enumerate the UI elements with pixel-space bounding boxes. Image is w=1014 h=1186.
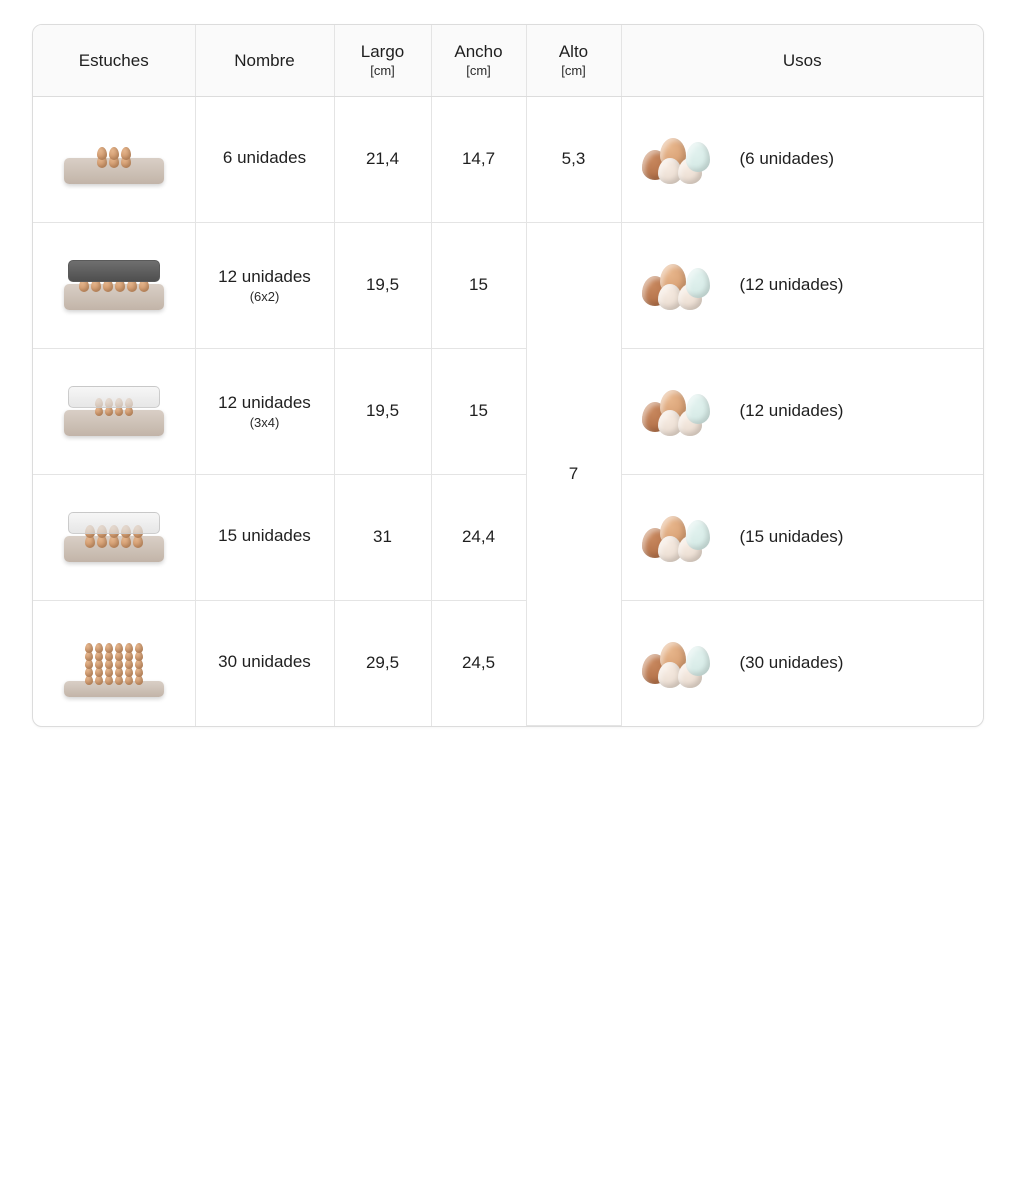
eggs-cluster-icon [642, 262, 714, 308]
table-row [33, 600, 983, 726]
column-header-nombre [195, 25, 334, 96]
eggs-cluster-icon [642, 136, 714, 182]
eggs-cluster-icon [642, 640, 714, 686]
ancho-cell: 15 [431, 222, 526, 348]
egg-carton-15-units-icon [60, 506, 168, 568]
table-row [33, 222, 983, 348]
name-label: 30 unidades [218, 652, 311, 672]
egg-carton-12-units-6x2-icon [60, 254, 168, 316]
name-cell [195, 348, 334, 474]
egg-tray-30-units-icon [60, 627, 168, 699]
column-header-alto [526, 25, 621, 96]
table-body [33, 96, 983, 726]
column-header-ancho-unit: [cm] [466, 63, 491, 79]
package-image-cell [33, 96, 195, 222]
column-header-alto-label: Alto [558, 42, 589, 61]
usos-cell [621, 474, 983, 600]
usos-label: (30 unidades) [739, 653, 844, 672]
header-row [33, 25, 983, 96]
ancho-cell: 15 [431, 348, 526, 474]
table-row [33, 348, 983, 474]
egg-carton-6-units-icon [60, 128, 168, 190]
ancho-cell: 24,4 [431, 474, 526, 600]
largo-cell: 31 [334, 474, 431, 600]
package-image-cell [33, 600, 195, 726]
ancho-cell: 14,7 [431, 96, 526, 222]
egg-carton-12-units-3x4-icon [60, 380, 168, 442]
column-header-largo-unit: [cm] [370, 63, 395, 79]
specs-table [33, 25, 983, 726]
eggs-cluster-icon [642, 514, 714, 560]
ancho-cell: 24,5 [431, 600, 526, 726]
name-cell [195, 474, 334, 600]
column-header-alto-unit: [cm] [561, 63, 586, 79]
alto-cell: 5,3 [526, 96, 621, 222]
specs-table-container [32, 24, 984, 727]
usos-label: (12 unidades) [739, 275, 844, 294]
largo-cell: 21,4 [334, 96, 431, 222]
largo-cell: 19,5 [334, 222, 431, 348]
package-image-cell [33, 348, 195, 474]
column-header-ancho-label: Ancho [454, 42, 503, 61]
usos-cell [621, 600, 983, 726]
package-image-cell [33, 222, 195, 348]
column-header-nombre-label: Nombre [234, 50, 295, 70]
column-header-largo [334, 25, 431, 96]
column-header-largo-label: Largo [360, 42, 405, 61]
name-sublabel: (3x4) [249, 415, 280, 431]
name-label: 12 unidades [218, 266, 311, 286]
usos-label: (15 unidades) [739, 527, 844, 546]
column-header-estuches-label: Estuches [78, 50, 149, 70]
alto-cell-merged: 7 [526, 222, 621, 726]
name-cell [195, 96, 334, 222]
table-row [33, 96, 983, 222]
name-label: 12 unidades [218, 392, 311, 412]
usos-cell [621, 348, 983, 474]
column-header-estuches [33, 25, 195, 96]
largo-cell: 19,5 [334, 348, 431, 474]
usos-cell [621, 96, 983, 222]
eggs-cluster-icon [642, 388, 714, 434]
name-cell [195, 600, 334, 726]
column-header-usos [621, 25, 983, 96]
usos-cell [621, 222, 983, 348]
table-row [33, 474, 983, 600]
name-label: 15 unidades [218, 526, 311, 546]
column-header-ancho [431, 25, 526, 96]
name-sublabel: (6x2) [249, 289, 280, 305]
usos-label: (12 unidades) [739, 401, 844, 420]
largo-cell: 29,5 [334, 600, 431, 726]
table-header [33, 25, 983, 96]
name-cell [195, 222, 334, 348]
column-header-usos-label: Usos [782, 50, 822, 70]
package-image-cell [33, 474, 195, 600]
name-label: 6 unidades [222, 148, 307, 168]
usos-label: (6 unidades) [739, 149, 835, 168]
